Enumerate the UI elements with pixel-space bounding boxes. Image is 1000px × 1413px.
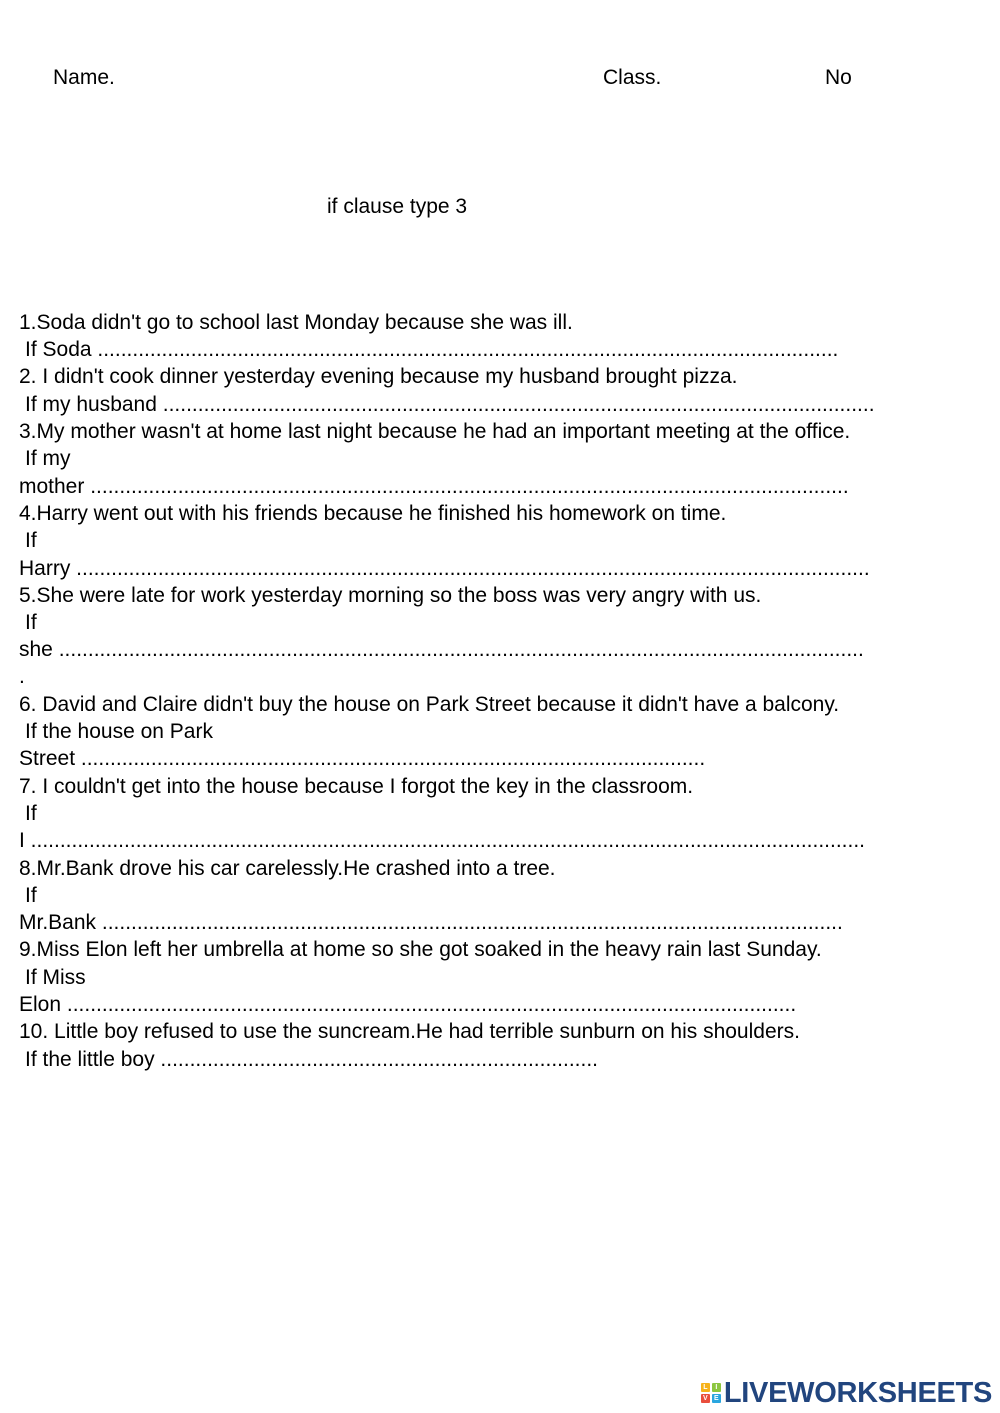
question-line: 3.My mother wasn't at home last night because he had an important meeting at the office. [19,420,851,443]
logo-text: LIVEWORKSHEETS [723,1376,992,1409]
answer-prefix: If [25,529,37,552]
answer-line[interactable]: Elon ............................................................................................................................. [19,993,797,1016]
answer-line[interactable]: I ............................................................................................................................................... [19,829,865,852]
answer-line[interactable]: If the little boy ........................................................................... [25,1048,598,1071]
answer-line[interactable]: mother .................................................................................................................................. [19,475,849,498]
logo-tile: L [701,1383,710,1392]
question-line: 5.She were late for work yesterday morning so the boss was very angry with us. [19,584,762,607]
name-label: Name. [53,66,115,89]
logo-mark-icon [701,1383,721,1403]
worksheet-title: if clause type 3 [327,195,468,218]
number-label: No [825,66,852,89]
answer-line[interactable]: If Soda ............................................................................................................................... [25,338,839,361]
liveworksheets-logo[interactable] [701,1378,992,1408]
class-label: Class. [603,66,662,89]
answer-line[interactable]: Harry ........................................................................................................................................ [19,557,870,580]
logo-tile: E [712,1394,721,1403]
question-line: 10. Little boy refused to use the suncream.He had terrible sunburn on his shoulders. [19,1020,800,1043]
answer-prefix: If [25,884,37,907]
answer-prefix: If [25,802,37,825]
question-line: 2. I didn't cook dinner yesterday evening because my husband brought pizza. [19,365,738,388]
answer-line[interactable]: If my husband .......................................................................................................................... [25,393,875,416]
question-line: 8.Mr.Bank drove his car carelessly.He crashed into a tree. [19,857,556,880]
answer-prefix: If the house on Park [25,720,213,743]
answer-line[interactable]: Mr.Bank ............................................................................................................................... [19,911,843,934]
question-line: 9.Miss Elon left her umbrella at home so she got soaked in the heavy rain last Sunday. [19,938,822,961]
question-line: 1.Soda didn't go to school last Monday because she was ill. [19,311,573,334]
answer-continuation: . [19,665,25,688]
logo-tile: V [701,1394,710,1403]
answer-prefix: If Miss [25,966,86,989]
question-line: 4.Harry went out with his friends because he finished his homework on time. [19,502,727,525]
logo-tile: I [712,1383,721,1392]
answer-prefix: If [25,611,37,634]
answer-line[interactable]: she .......................................................................................................................................... [19,638,864,661]
answer-prefix: If my [25,447,71,470]
question-line: 7. I couldn't get into the house because I forgot the key in the classroom. [19,775,694,798]
answer-line[interactable]: Street ........................................................................................................... [19,747,706,770]
question-line: 6. David and Claire didn't buy the house on Park Street because it didn't have a balcony. [19,693,840,716]
